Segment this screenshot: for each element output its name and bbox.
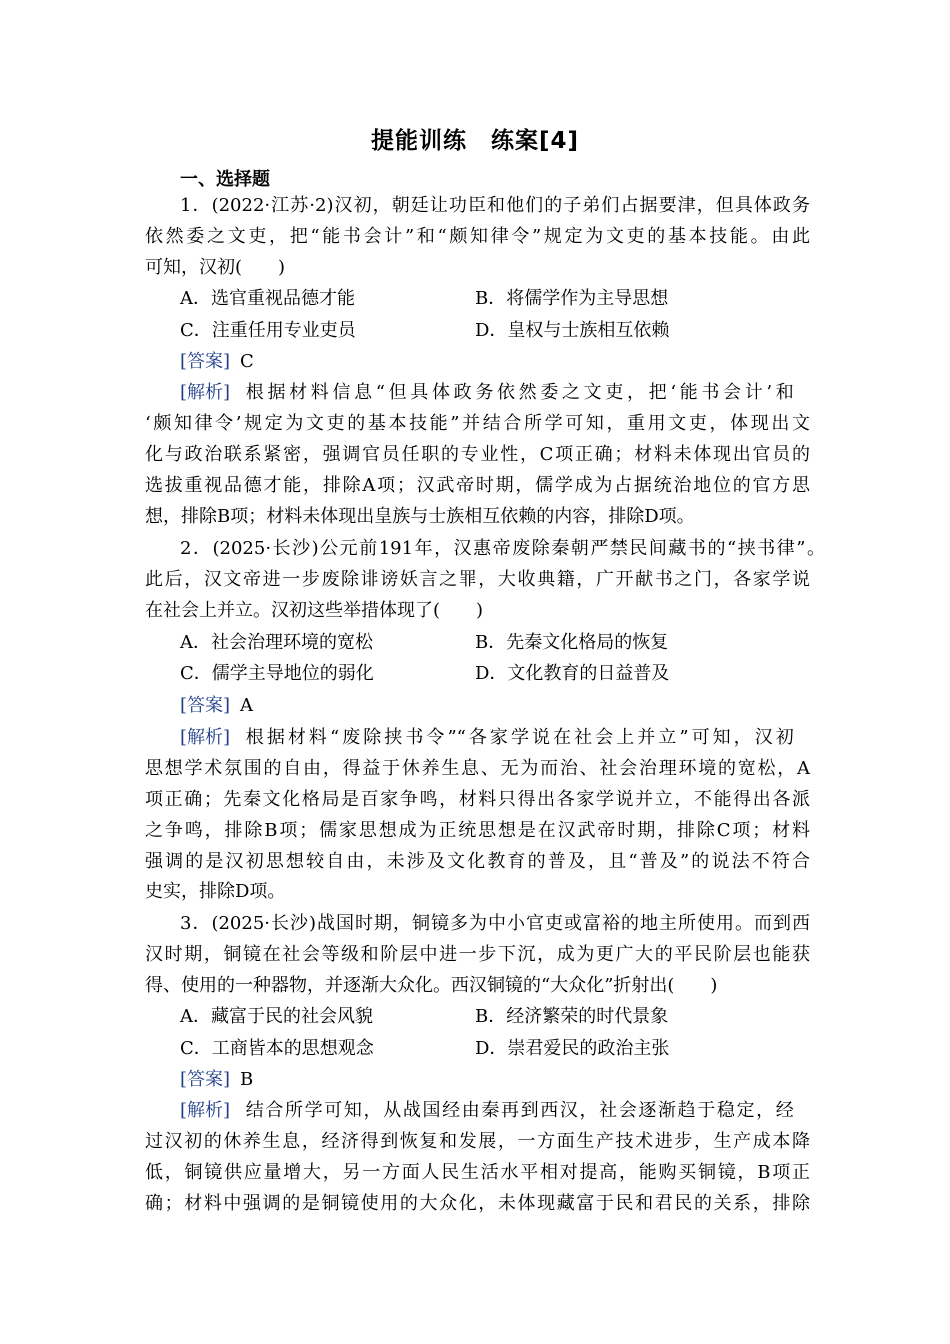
analysis-text: 结合所学可知，从战国经由秦再到西汉，社会逐渐趋于稳定，经 [245,1100,794,1121]
question-3-answer [180,1069,253,1091]
question-2-analysis-line-1 [180,727,810,749]
answer-label: [答案] [180,1069,231,1090]
question-3-option-c: C．工商皆本的思想观念 [180,1038,374,1059]
question-1-stem-line-1: 1．(2022·江苏·2)汉初，朝廷让功臣和他们的子弟们占据要津，但具体政务 [180,195,810,216]
question-1-answer [180,351,254,373]
question-3-analysis-line-1 [180,1100,810,1122]
question-3-analysis-line-4: 确；材料中强调的是铜镜使用的大众化，未体现藏富于民和君民的关系，排除 [145,1193,810,1214]
question-1-analysis-line-4: 选拔重视品德才能，排除A项；汉武帝时期，儒学成为占据统治地位的官方思 [145,475,810,496]
question-2-option-b: B．先秦文化格局的恢复 [475,632,669,653]
analysis-label: [解析] [180,382,231,403]
answer-value: C [240,351,254,372]
page-title: 提能训练 练案[4] [370,128,580,154]
question-2-option-a: A．社会治理环境的宽松 [180,632,373,653]
question-3-option-b: B．经济繁荣的时代景象 [475,1006,669,1027]
analysis-label: [解析] [180,727,231,748]
question-1-stem-line-3: 可知，汉初( ) [145,257,286,278]
question-3-stem-line-3: 得、使用的一种器物，并逐渐大众化。西汉铜镜的“大众化”折射出( ) [145,975,718,996]
question-2-stem-line-1: 2．(2025·长沙)公元前191年，汉惠帝废除秦朝严禁民间藏书的“挟书律”。 [180,538,825,559]
question-2-stem-line-2: 此后，汉文帝进一步废除诽谤妖言之罪，大收典籍，广开献书之门，各家学说 [145,569,810,590]
question-1-option-c: C．注重任用专业吏员 [180,320,356,341]
question-2-option-c: C．儒学主导地位的弱化 [180,663,374,684]
answer-value: A [240,695,254,716]
question-2-analysis-line-6: 史实，排除D项。 [145,881,286,902]
analysis-label: [解析] [180,1100,231,1121]
question-2-option-d: D．文化教育的日益普及 [475,663,670,684]
question-2-analysis-line-2: 思想学术氛围的自由，得益于休养生息、无为而治、社会治理环境的宽松，A [145,758,810,779]
question-1-stem-line-2: 依然委之文吏，把“能书会计”和“颇知律令”规定为文吏的基本技能。由此 [145,226,810,247]
question-3-stem-line-2: 汉时期，铜镜在社会等级和阶层中进一步下沉，成为更广大的平民阶层也能获 [145,944,810,965]
section-heading: 一、选择题 [180,169,270,190]
question-3-analysis-line-3: 低，铜镜供应量增大，另一方面人民生活水平相对提高，能购买铜镜，B项正 [145,1162,810,1183]
question-3-stem-line-1: 3．(2025·长沙)战国时期，铜镜多为中小官吏或富裕的地主所使用。而到西 [180,913,810,934]
analysis-text: 根据材料信息“但具体政务依然委之文吏，把‘能书会计’和 [245,382,794,403]
question-1-option-d: D．皇权与士族相互依赖 [475,320,670,341]
answer-value: B [240,1069,254,1090]
question-1-analysis-line-1 [180,382,810,404]
question-1-option-a: A．选官重视品德才能 [180,288,355,309]
question-3-option-a: A．藏富于民的社会风貌 [180,1006,373,1027]
question-1-analysis-line-3: 化与政治联系紧密，强调官员任职的专业性，C项正确；材料未体现出官员的 [145,444,810,465]
question-1-analysis-line-5: 想，排除B项；材料未体现出皇族与士族相互依赖的内容，排除D项。 [145,506,695,527]
question-2-analysis-line-3: 项正确；先秦文化格局是百家争鸣，材料只得出各家学说并立，不能得出各派 [145,789,810,810]
question-2-answer [180,695,253,717]
answer-label: [答案] [180,695,231,716]
answer-label: [答案] [180,351,231,372]
question-2-stem-line-3: 在社会上并立。汉初这些举措体现了( ) [145,600,484,621]
question-3-option-d: D．崇君爱民的政治主张 [475,1038,670,1059]
analysis-text: 根据材料“废除挟书令”“各家学说在社会上并立”可知，汉初 [245,727,794,748]
question-3-analysis-line-2: 过汉初的休养生息，经济得到恢复和发展，一方面生产技术进步，生产成本降 [145,1131,810,1152]
question-2-analysis-line-4: 之争鸣，排除B项；儒家思想成为正统思想是在汉武帝时期，排除C项；材料 [145,820,810,841]
question-1-option-b: B．将儒学作为主导思想 [475,288,669,309]
question-1-analysis-line-2: ‘颇知律令’规定为文吏的基本技能”并结合所学可知，重用文吏，体现出文 [145,413,810,434]
question-2-analysis-line-5: 强调的是汉初思想较自由，未涉及文化教育的普及，且“普及”的说法不符合 [145,851,810,872]
